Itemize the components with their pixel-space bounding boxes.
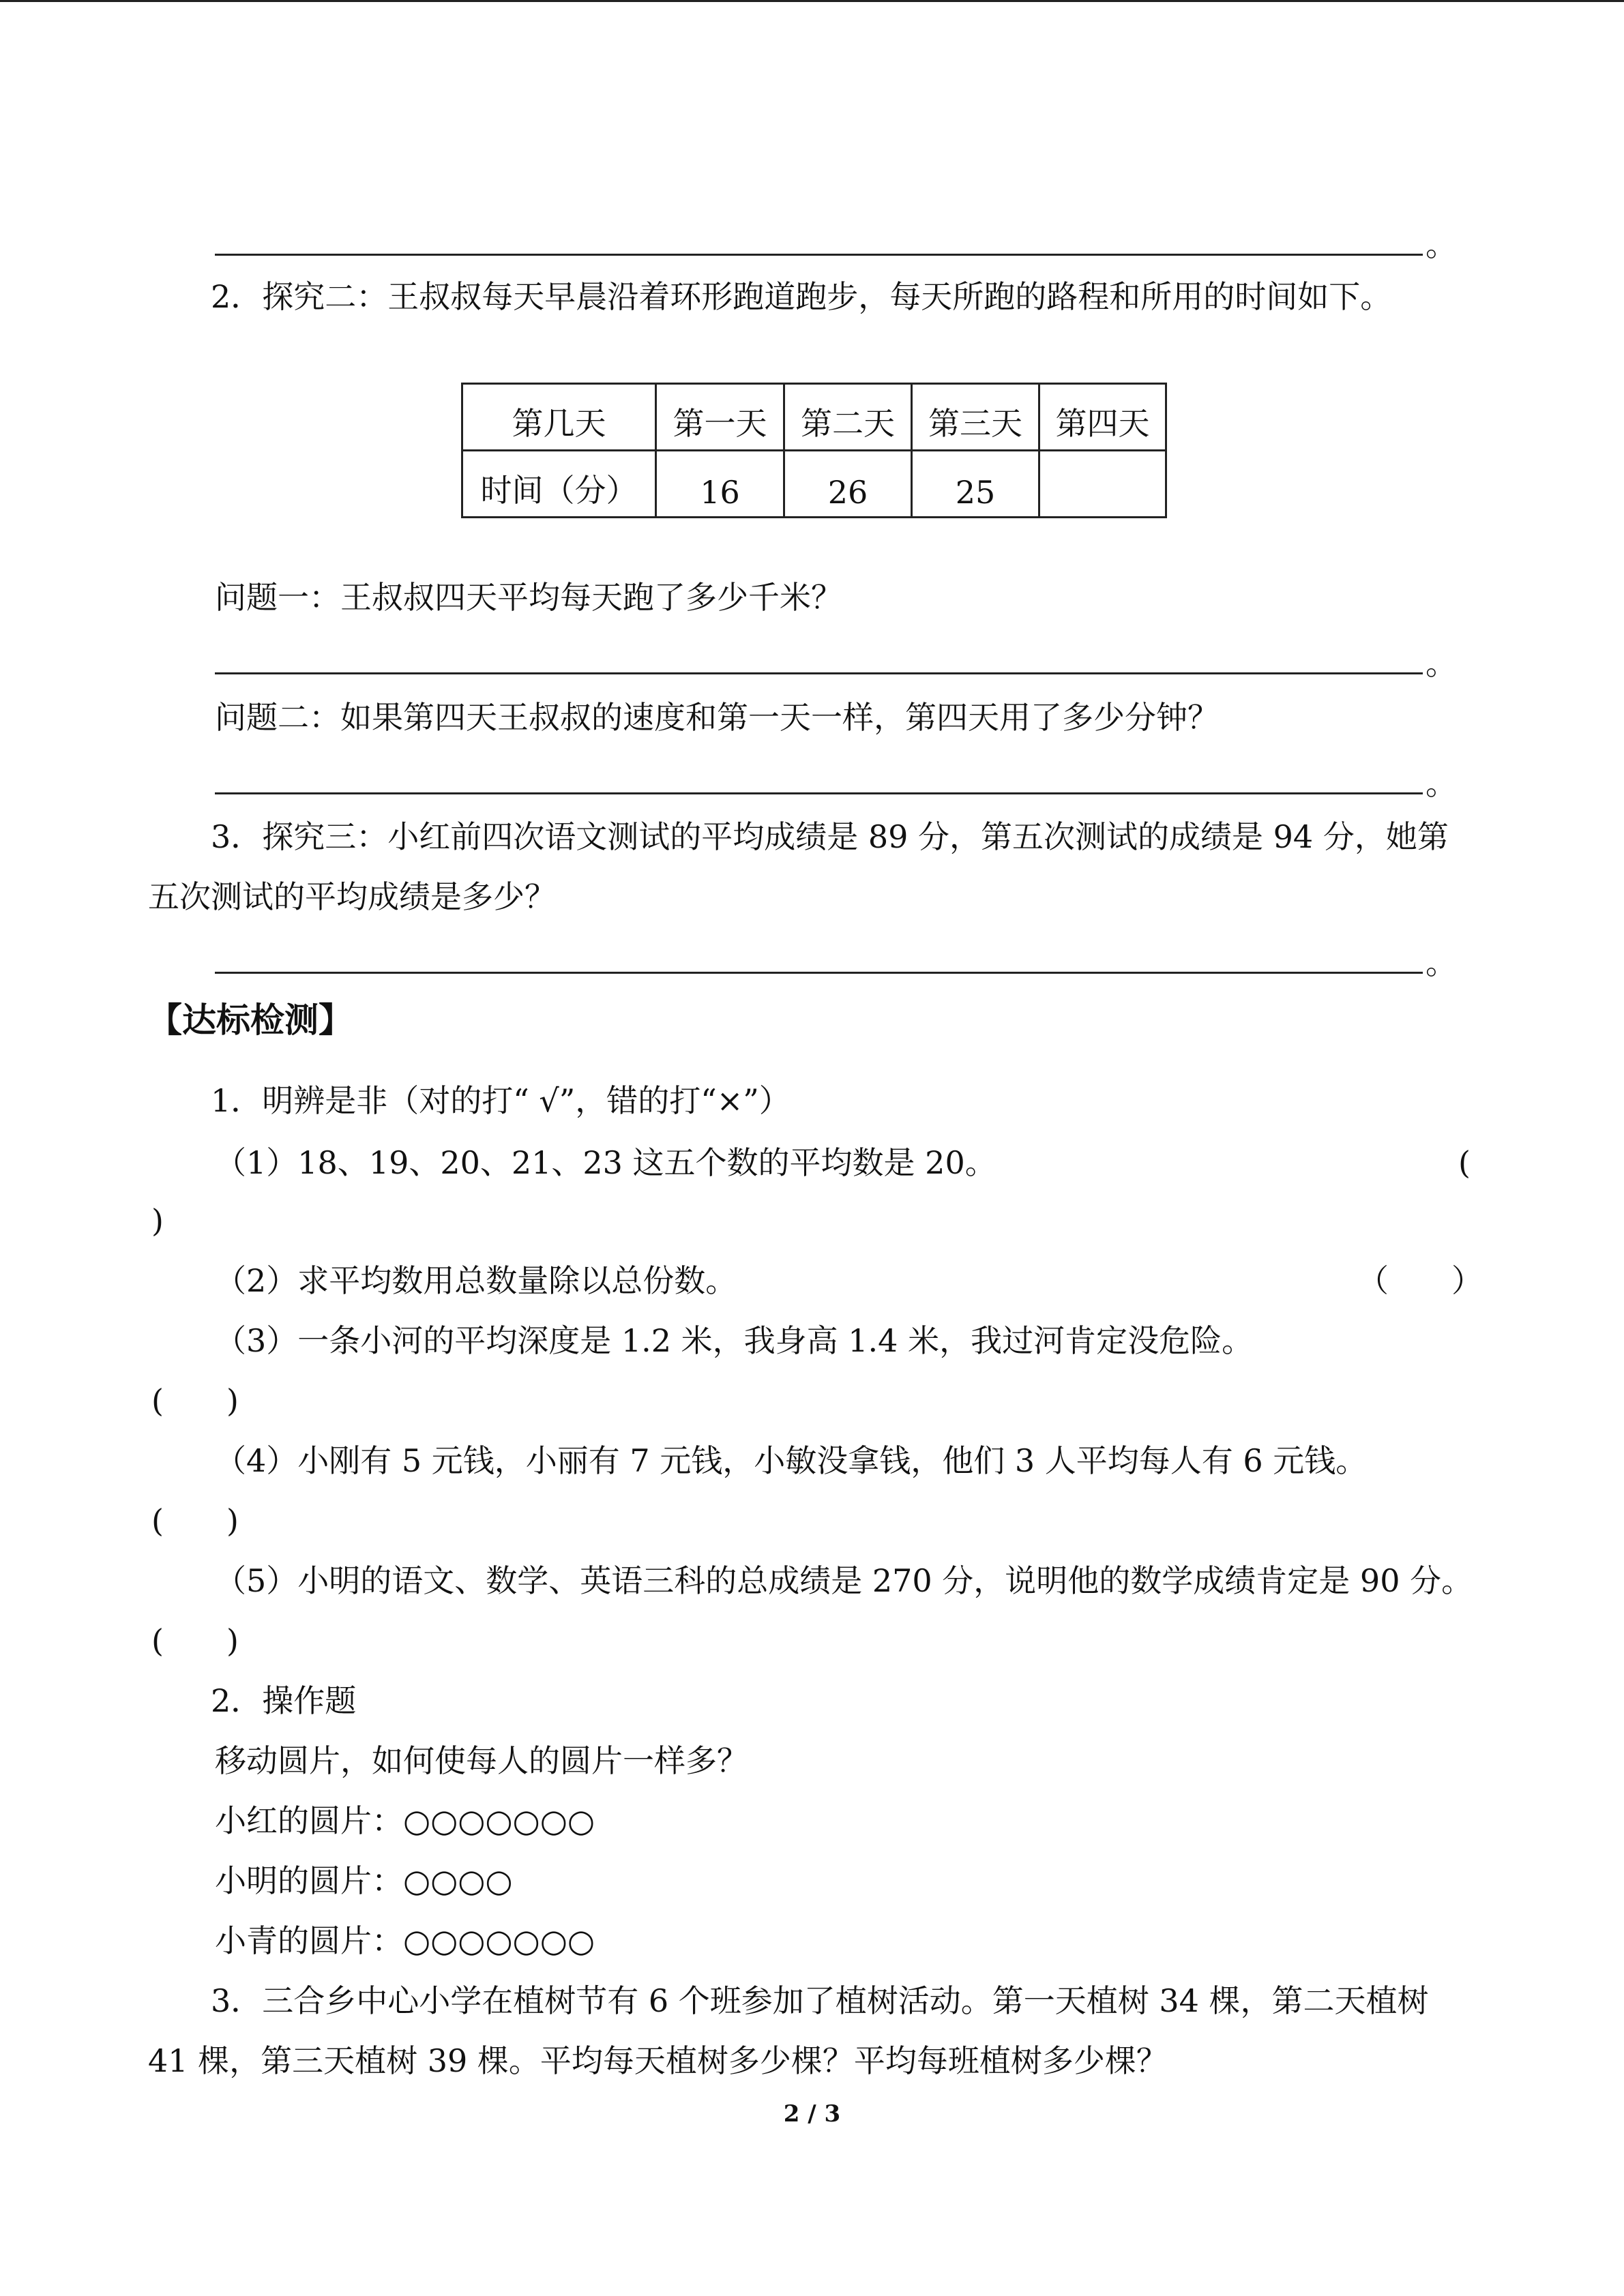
section-title: 【达标检测】	[148, 1000, 353, 1040]
table-cell: 第二天	[784, 384, 912, 451]
answer-paren: ( )	[151, 1382, 239, 1419]
judge-item-4: （4）小刚有 5 元钱，小丽有 7 元钱，小敏没拿钱，他们 3 人平均每人有 6 元钱。	[215, 1442, 1368, 1479]
answer-end-mark: 。	[1426, 645, 1457, 682]
judge-title: 1．明辨是非（对的打“ √”，错的打“×”）	[211, 1082, 791, 1119]
judge-item-3: （3）一条小河的平均深度是 1.2 米，我身高 1.4 米，我过河肯定没危险。	[215, 1322, 1254, 1359]
tree-line2: 41 棵，第三天植树 39 棵。平均每天植树多少棵？平均每班植树多少棵？	[148, 2042, 1168, 2079]
table-cell: 第几天	[462, 384, 656, 451]
operation-question: 移动圆片，如何使每人的圆片一样多？	[215, 1742, 748, 1779]
answer-paren-open: (	[1458, 1144, 1471, 1181]
answer-paren: （ ）	[1357, 1262, 1483, 1299]
table-cell: 时间（分）	[462, 451, 656, 518]
top-border	[0, 0, 1624, 2]
judge-item-5: （5）小明的语文、数学、英语三科的总成绩是 270 分，说明他的数学成绩肯定是 90 分。	[215, 1562, 1473, 1599]
table-header-row	[462, 384, 1166, 451]
table-cell: 26	[784, 451, 912, 518]
explore3-line2: 五次测试的平均成绩是多少？	[148, 878, 556, 915]
table-cell: 第一天	[656, 384, 784, 451]
table-cell: 第四天	[1039, 384, 1166, 451]
explore2-intro: 2．探究二：王叔叔每天早晨沿着环形跑道跑步，每天所跑的路程和所用的时间如下。	[211, 278, 1392, 315]
answer-paren: ( )	[151, 1502, 239, 1539]
answer-end-mark: 。	[1426, 765, 1457, 802]
operation-title: 2．操作题	[211, 1682, 357, 1719]
answer-paren: ( )	[151, 1622, 239, 1659]
tree-line1: 3．三合乡中心小学在植树节有 6 个班参加了植树活动。第一天植树 34 棵，第二天植树	[211, 1982, 1429, 2019]
table-cell: 16	[656, 451, 784, 518]
answer-line	[215, 972, 1423, 974]
judge-item-2: （2）求平均数用总数量除以总份数。	[215, 1262, 737, 1299]
table-cell: 第三天	[912, 384, 1039, 451]
table-cell: 25	[912, 451, 1039, 518]
circles-row-xiaoqing: 小青的圆片：○○○○○○○	[215, 1922, 595, 1959]
answer-end-mark: 。	[1426, 226, 1457, 263]
table-row	[462, 451, 1166, 518]
answer-end-mark: 。	[1426, 944, 1457, 981]
explore3-line1: 3．探究三：小红前四次语文测试的平均成绩是 89 分，第五次测试的成绩是 94 分，她第	[211, 818, 1449, 855]
answer-line	[215, 254, 1423, 256]
answer-line	[215, 792, 1423, 794]
question-two: 问题二：如果第四天王叔叔的速度和第一天一样，第四天用了多少分钟？	[215, 699, 1219, 736]
judge-item-1: （1）18、19、20、21、23 这五个数的平均数是 20。	[215, 1144, 996, 1181]
page-number: 2 / 3	[783, 2100, 841, 2128]
answer-paren-close: )	[151, 1202, 164, 1239]
question-one: 问题一：王叔叔四天平均每天跑了多少千米？	[215, 579, 842, 616]
time-table	[461, 383, 1167, 518]
table-cell	[1039, 451, 1166, 518]
circles-row-xiaohong: 小红的圆片：○○○○○○○	[215, 1802, 595, 1839]
answer-line	[215, 672, 1423, 674]
circles-row-xiaoming: 小明的圆片：○○○○	[215, 1862, 513, 1899]
